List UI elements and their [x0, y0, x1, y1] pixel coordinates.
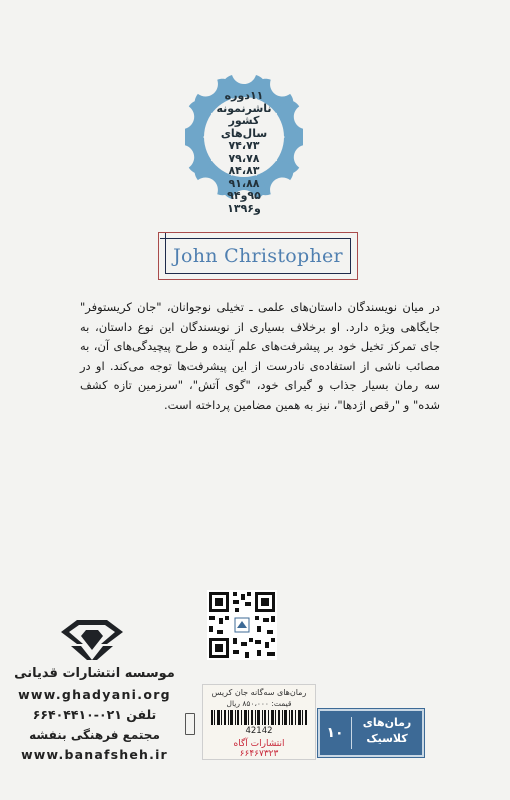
badge-line: ناشرنمونه [216, 101, 272, 115]
badge-line: ۹۱،۸۸ [228, 176, 260, 190]
description-text: در میان نویسندگان داستان‌های علمی ـ تخیلی نوجوانان، "جان کریستوفر" جایگاهی ویژه دارد. او برخلاف بسیاری از نویسندگان این نوع داستان، به جای تمرکز تخیل خود بر پیشرفت‌های علم آینده و طرح پیچیدگی‌های آن، به مصائب ناشی از استفاده‌ی نادرست از این پیشرفت‌ها توجه می‌کند. او در سه رمان بسیار جذاب و گیرای خود، "گوی آتش"، "سرزمین تازه کشف شده" و "رقص اژدها"، نیز به همین مضامین پرداخته است. [80, 300, 440, 412]
cultural-complex-name: مجتمع فرهنگی بنفشه [29, 728, 160, 742]
series-label-box [318, 709, 424, 757]
badge-line: ۱۱دوره [224, 89, 264, 102]
badge-line: ۸۴،۸۳ [228, 164, 260, 177]
badge-line: ۷۹،۷۸ [228, 151, 260, 165]
sticker-price: قیمت: ۸۵۰،۰۰۰ ریال [226, 699, 292, 708]
badge-line: سال‌های [220, 126, 268, 140]
sticker-title: رمان‌های سه‌گانه جان کریس [211, 688, 307, 697]
publisher-phone: تلفن ۰۲۱-۶۶۴۰۴۴۱۰ [32, 707, 157, 722]
sticker-code: 42142 [245, 726, 273, 736]
book-description [80, 298, 440, 415]
sticker-publisher-name: انتشارات آگاه [233, 739, 285, 749]
series-number: ۱۰ [326, 725, 344, 741]
decorative-mark [185, 713, 195, 735]
qr-code[interactable] [207, 590, 277, 660]
badge-line: و۱۳۹۶ [227, 201, 261, 215]
author-name-frame [158, 232, 358, 280]
badge-line: ۹۵و۹۴ [227, 189, 261, 202]
sticker-publisher [203, 739, 315, 759]
badge-text [185, 90, 303, 215]
badge-line: کشور [228, 114, 260, 127]
banafsheh-website[interactable]: www.banafsheh.ir [21, 747, 168, 762]
publisher-logo-icon [61, 620, 123, 660]
price-sticker [202, 684, 316, 760]
publisher-website[interactable]: www.ghadyani.org [18, 687, 171, 702]
barcode [211, 710, 307, 725]
publisher-name: موسسه انتشارات قدیانی [14, 666, 175, 681]
sticker-phone: ۶۶۴۶۷۳۲۳ [239, 749, 279, 759]
award-badge [185, 54, 303, 224]
series-title: رمان‌های کلاسیک [362, 716, 412, 745]
badge-line: ۷۴،۷۳ [228, 139, 260, 152]
publisher-info [12, 664, 177, 765]
series-divider [351, 717, 352, 749]
author-name: John Christopher [173, 245, 343, 267]
